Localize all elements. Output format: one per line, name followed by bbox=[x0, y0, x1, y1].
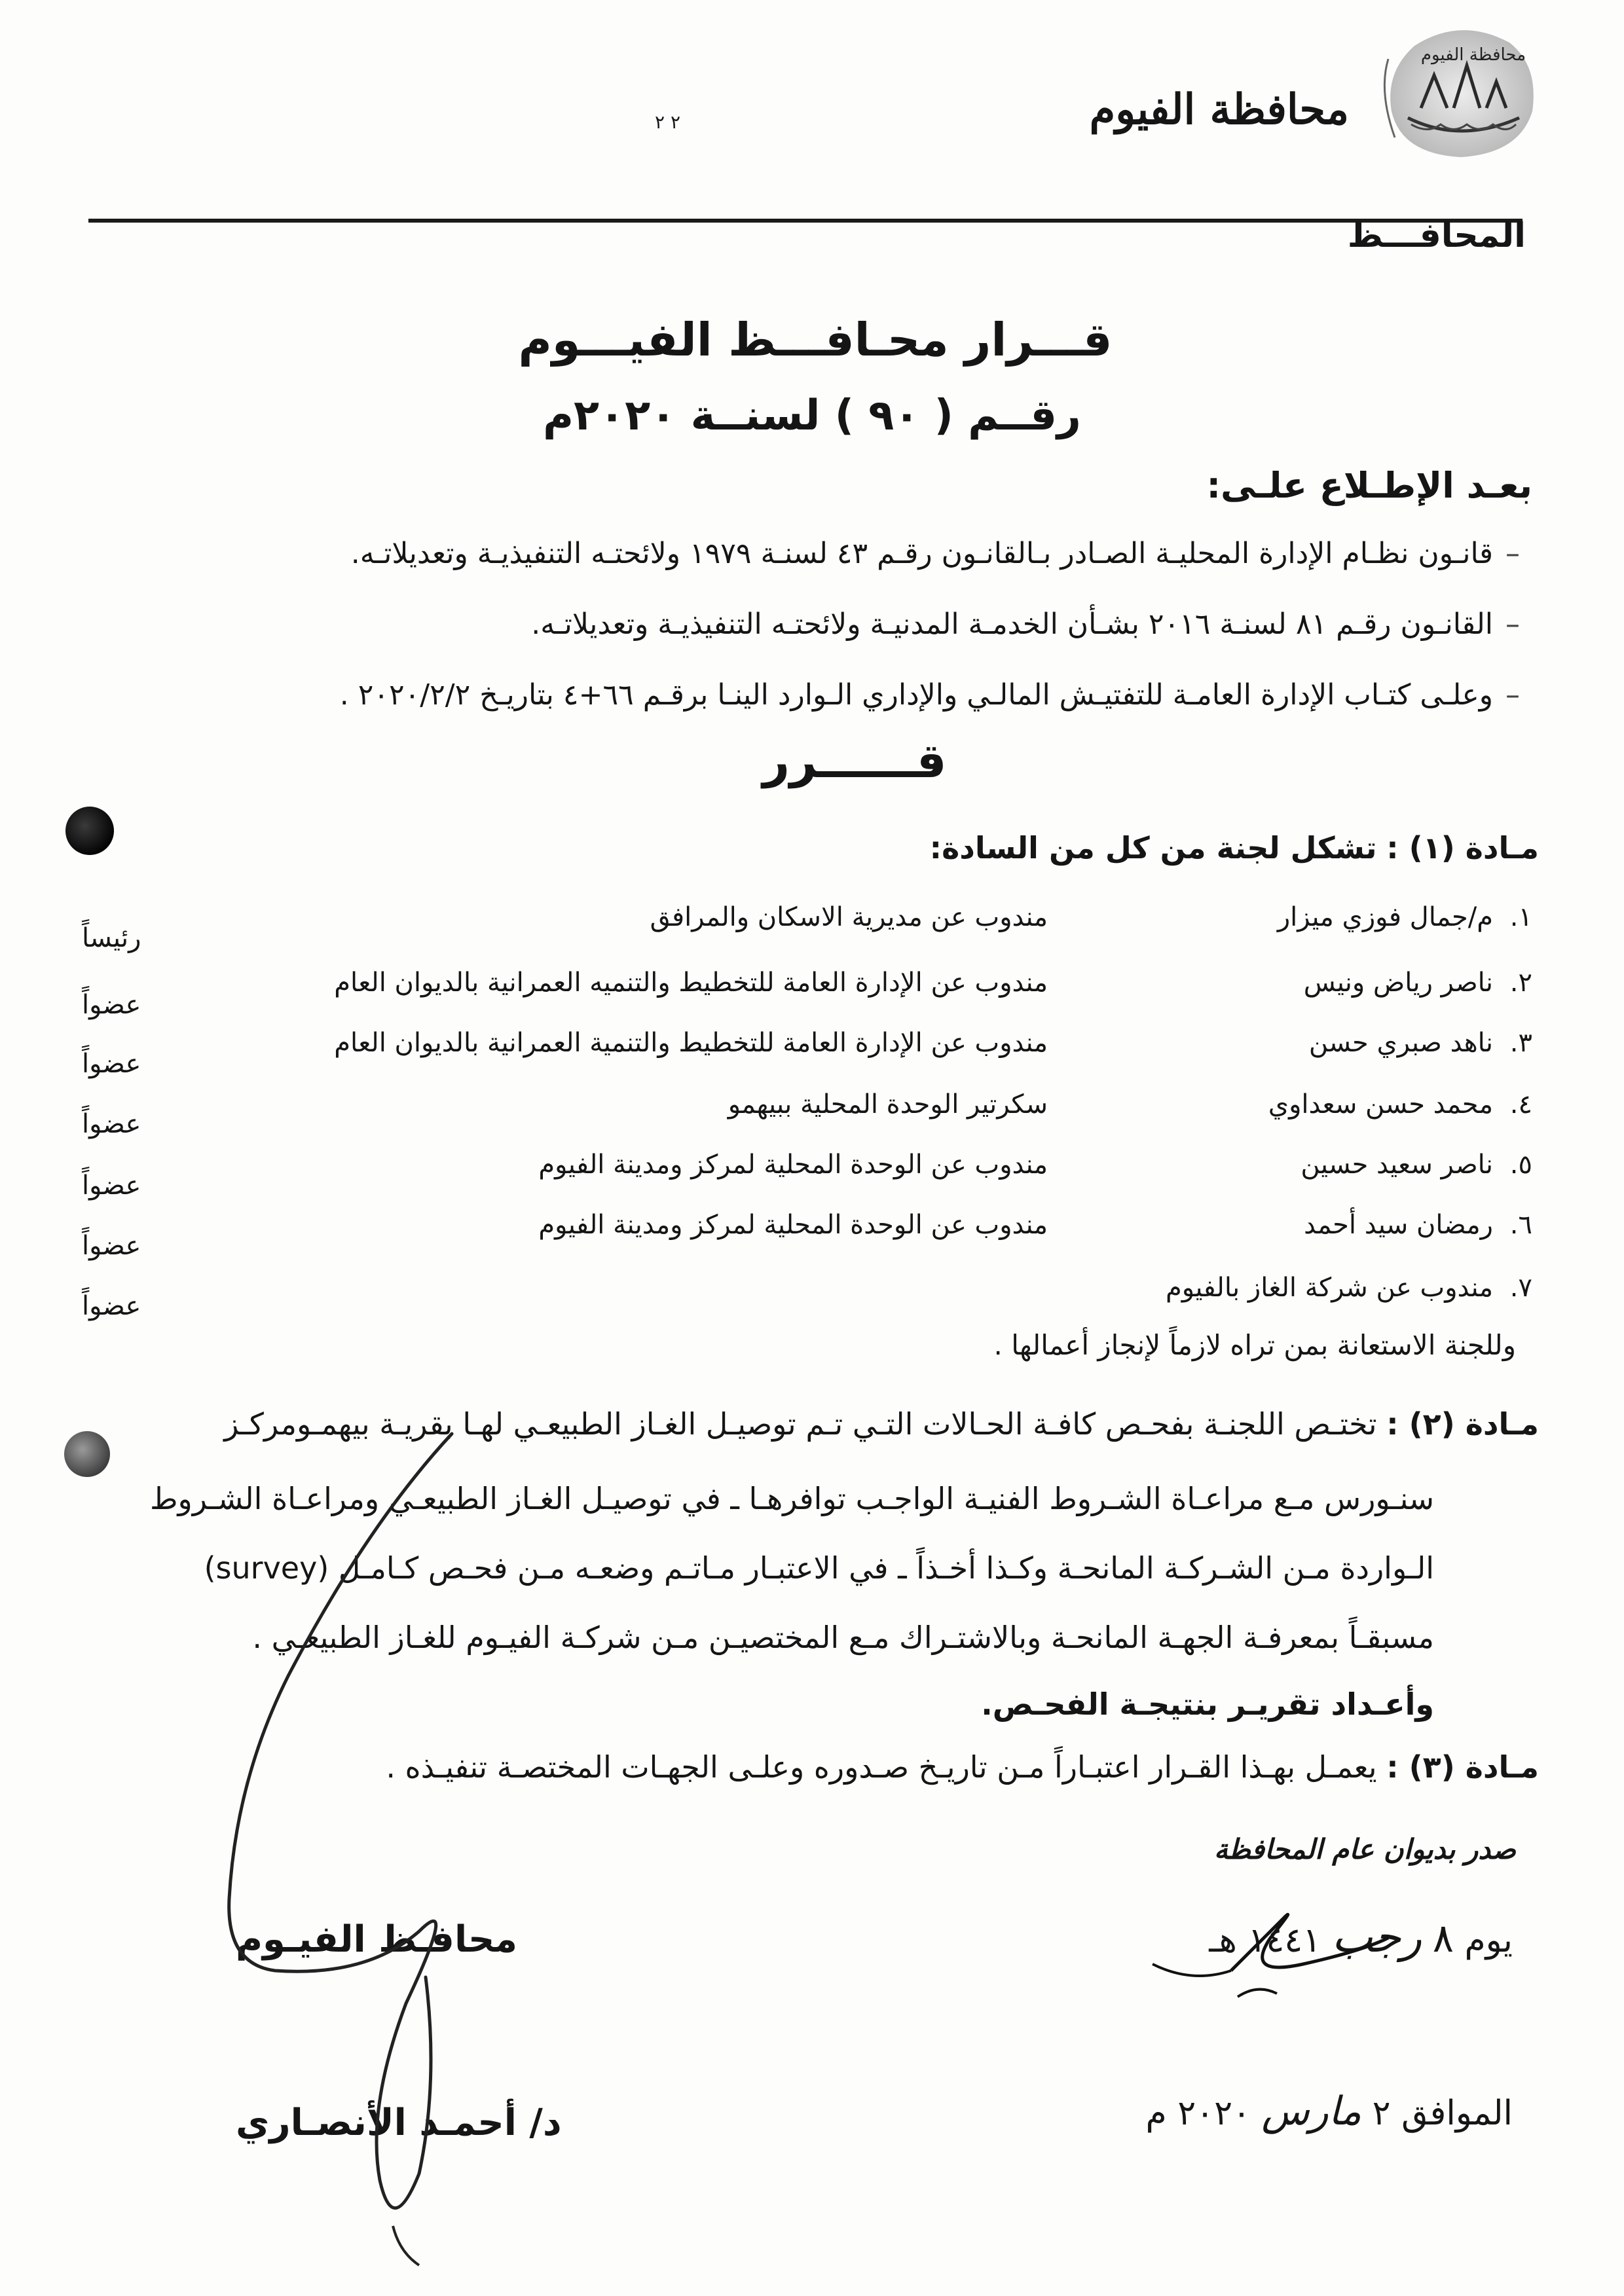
decides-heading: قــــــرر bbox=[762, 733, 947, 788]
hijri-month: رجب bbox=[1331, 1912, 1422, 1962]
member-role: عضواً bbox=[82, 1109, 141, 1139]
gregorian-date bbox=[1145, 2088, 1513, 2134]
member-role: رئيساً bbox=[82, 923, 141, 953]
member-name: رمضان سيد أحمد bbox=[1304, 1210, 1493, 1240]
member-number: ٦. bbox=[1509, 1210, 1532, 1240]
decree-title: قـــرار محـافـــظ الفيـــوم bbox=[518, 313, 1113, 367]
member-row bbox=[1218, 902, 1532, 932]
member-representation: مندوب عن الوحدة المحلية لمركز ومدينة الفيوم bbox=[538, 1150, 1048, 1180]
article-1-heading bbox=[930, 830, 1539, 866]
office-title: المحافـــظ bbox=[1347, 216, 1526, 255]
preamble-heading: بعـد الإطـلاع علـى: bbox=[1206, 465, 1532, 506]
member-number: ١. bbox=[1509, 902, 1532, 932]
preamble-item bbox=[531, 608, 1532, 641]
gregorian-label: الموافق bbox=[1401, 2094, 1513, 2133]
preamble-item-text: وعلـى كتـاب الإدارة العامـة للتفتيـش المالـي والإداري الـوارد الينـا برقـم ٦٦+٤ بتاريـخ ٢٠٢٠/٢/٢ . bbox=[339, 678, 1493, 712]
article-2-text: تختـص اللجنـة بفحـص كافـة الحـالات التـي تـم توصيـل الغـاز الطبيعـي لهـا بقريـة بيهمـومركـز bbox=[224, 1406, 1377, 1442]
member-name: ناصر سعيد حسين bbox=[1301, 1150, 1493, 1180]
article-3-line bbox=[386, 1749, 1539, 1785]
member-row bbox=[1218, 1089, 1532, 1120]
article-2-label: مـادة (٢) : bbox=[1386, 1406, 1539, 1442]
member-number: ٣. bbox=[1509, 1028, 1532, 1058]
bullet-dash: – bbox=[1505, 537, 1520, 570]
member-representation: مندوب عن مديرية الاسكان والمرافق bbox=[650, 902, 1048, 932]
signatory-name: د/ أحمـد الأنصـاري bbox=[236, 2102, 562, 2144]
member-role: عضواً bbox=[82, 1291, 141, 1321]
bullet-dash: – bbox=[1505, 678, 1520, 712]
hijri-day: ٨ bbox=[1432, 1916, 1454, 1961]
gregorian-month: مارس bbox=[1261, 2088, 1362, 2134]
hijri-label: يوم bbox=[1464, 1921, 1513, 1960]
member-name: م/جمال فوزي ميزار bbox=[1277, 902, 1493, 932]
member-name: مندوب عن شركة الغاز بالفيوم bbox=[1165, 1273, 1493, 1303]
punch-hole bbox=[65, 807, 114, 855]
article-1-text: تشكل لجنة من كل من السادة: bbox=[929, 830, 1377, 866]
member-name: ناهد صبري حسن bbox=[1308, 1028, 1493, 1058]
header-marks: ٢ ٢ bbox=[655, 111, 680, 133]
member-row bbox=[1218, 968, 1532, 998]
member-number: ٧. bbox=[1509, 1273, 1532, 1303]
member-number: ٤. bbox=[1509, 1089, 1532, 1120]
hijri-year: ١٤٤١ هـ bbox=[1209, 1921, 1321, 1960]
article-2-line: سنـورس مـع مراعـاة الشـروط الفنيـة الواجـب توافرهـا ـ في توصيـل الغـاز الطبيعـي ومراعـاة الشـروط bbox=[150, 1481, 1434, 1516]
issued-note: صدر بديوان عام المحافظة bbox=[1213, 1833, 1516, 1865]
member-number: ٥. bbox=[1509, 1150, 1532, 1180]
bullet-dash: – bbox=[1505, 608, 1520, 641]
decree-number: رقــم ( ٩٠ ) لسنــة ٢٠٢٠م bbox=[543, 392, 1081, 440]
svg-text:محافظة الفيوم: محافظة الفيوم bbox=[1420, 45, 1526, 65]
member-representation: مندوب عن الإدارة العامة للتخطيط والتنمية العمرانية بالديوان العام bbox=[334, 1028, 1048, 1058]
preamble-item bbox=[351, 537, 1532, 570]
article-2-line: مسبقـاً بمعرفـة الجهـة المانحـة وبالاشتـراك مـع المختصيـن مـن شركـة الفيـوم للغـاز الطبيعـي . bbox=[252, 1620, 1434, 1655]
member-role: عضواً bbox=[82, 990, 141, 1020]
gregorian-year: ٢٠٢٠ م bbox=[1145, 2094, 1251, 2133]
member-name: ناصر رياض ونيس bbox=[1303, 968, 1493, 998]
member-row bbox=[1218, 1028, 1532, 1058]
member-name: محمد حسن سعداوي bbox=[1268, 1089, 1493, 1120]
member-representation: سكرتير الوحدة المحلية ببيهمو bbox=[728, 1089, 1048, 1120]
member-row bbox=[943, 1273, 1532, 1303]
hijri-date bbox=[1209, 1912, 1513, 1962]
preamble-item-text: قانـون نظـام الإدارة المحليـة الصـادر بـالقانـون رقـم ٤٣ لسنـة ١٩٧٩ ولائحتـه التنفيذيـة وتعديلاتـه. bbox=[350, 537, 1493, 570]
member-number: ٢. bbox=[1509, 968, 1532, 998]
member-representation: مندوب عن الوحدة المحلية لمركز ومدينة الفيوم bbox=[538, 1210, 1048, 1240]
member-role: عضواً bbox=[82, 1171, 141, 1201]
preamble-item-text: القانـون رقـم ٨١ لسنـة ٢٠١٦ بشـأن الخدمـة المدنيـة ولائحتـه التنفيذيـة وتعديلاتـه. bbox=[531, 608, 1493, 641]
member-row bbox=[1218, 1150, 1532, 1180]
punch-hole bbox=[64, 1431, 110, 1477]
article-2-line bbox=[224, 1406, 1539, 1442]
member-representation: مندوب عن الإدارة العامة للتخطيط والتنميه العمرانية بالديوان العام bbox=[334, 968, 1048, 998]
article-2-line: وأعـداد تقريـر بنتيجـة الفحـص. bbox=[981, 1686, 1434, 1722]
governorate-name: محافظة الفيوم bbox=[1089, 85, 1349, 134]
article-2-line: الـواردة مـن الشـركـة المانحـة وكـذا أخـذاً ـ في الاعتبـار مـاتـم وضعـه مـن فحـص كـامـل (survey) bbox=[204, 1550, 1434, 1586]
member-role: عضواً bbox=[82, 1049, 141, 1079]
article-1-closing: وللجنة الاستعانة بمن تراه لازماً لإنجاز أعمالها . bbox=[993, 1329, 1516, 1361]
signatory-title: محافـظ الفيـوم bbox=[236, 1918, 518, 1961]
article-3-label: مـادة (٣) : bbox=[1386, 1749, 1539, 1785]
header-rule bbox=[88, 219, 1522, 223]
member-row bbox=[1218, 1210, 1532, 1240]
article-3-text: يعمـل بهـذا القـرار اعتبـاراً مـن تاريـخ صـدوره وعلـى الجهـات المختصـة تنفيـذه . bbox=[386, 1749, 1377, 1785]
member-role: عضواً bbox=[82, 1231, 141, 1261]
governorate-emblem-icon bbox=[1375, 20, 1545, 164]
gregorian-day: ٢ bbox=[1372, 2094, 1391, 2133]
preamble-item bbox=[340, 678, 1532, 712]
article-1-label: مـادة (١) : bbox=[1386, 830, 1539, 866]
